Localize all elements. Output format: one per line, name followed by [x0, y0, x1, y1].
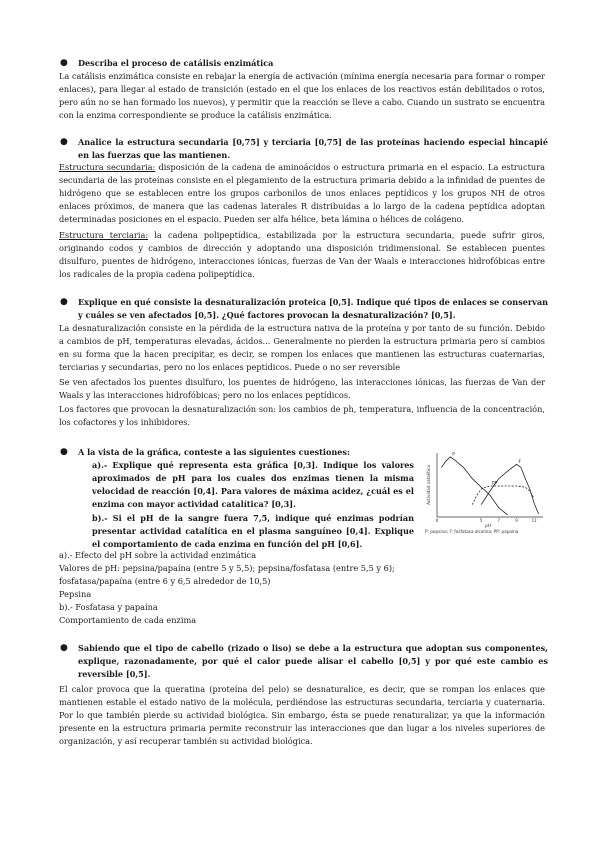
x-tick-label-1: 5: [479, 518, 483, 523]
question-4b: b).- Si el pH de la sangre fuera 7,5, indique qué enzimas podrían presentar actividad catalítica en el plasma sanguíneo [0,4]. Explique el comportamiento de cada enzima en función del pH [0,6].: [92, 513, 414, 549]
bullet-1: ●: [60, 58, 68, 68]
answer-4-line-5: b).- Fosfatasa y papaína: [59, 602, 158, 612]
bullet-4: ●: [60, 447, 68, 457]
answer-4-line-4: Pepsina: [59, 589, 92, 599]
question-2: Analice la estructura secundaria [0,75] y terciaria [0,75] de las proteínas haciendo especial hincapié en las fuerzas que las mantienen.: [78, 137, 548, 160]
answer-1: La catálisis enzimática consiste en rebajar la energía de activación (mínima energía necesaria para formar o romper enlaces), para llegar al estado de transición (estado en el que los enlaces de los reactivos están debilitados o rotos, pero aún no se han formado los nuevos), y permitir que la reacción se lleve a cabo. Cuando un sustrato se encuentra con la enzima correspondiente se produce la catálisis enzimática.: [59, 71, 545, 120]
bullet-2: ●: [60, 137, 68, 147]
tertiary-structure-text: la cadena polipeptídica, estabilizada por la estructura secundaria, puede sufrir giros, originando codos y cambios de dirección y adoptando una disposición tridimensional. Se establecen puentes disulfuro, puentes de hidrógeno, interacciones iónicas, fuerzas de Van der Waals e interacciones hidrofóbicas entre los radicales de la propia cadena polipeptídica.: [59, 230, 545, 279]
series-label-p: P: [452, 452, 455, 458]
x-tick-label-2: 7: [497, 518, 501, 523]
answer-4-line-2: Valores de pH: pepsina/papaína (entre 5 y 5,5); pepsina/fosfatasa (entre 5,5 y 6);: [59, 563, 395, 573]
ph-activity-chart: [425, 445, 549, 537]
answer-3-p3: Los factores que provocan la desnaturalización son: los cambios de ph, temperatura, influencia de la concentración, los cofactores y los inhibidores.: [59, 404, 545, 427]
question-3: Explique en qué consiste la desnaturalización proteica [0,5]. Indique qué tipos de enlaces se conservan y cuáles se ven afectados [0,5]. ¿Qué factores provocan la desnaturalización? [0,5].: [78, 297, 548, 320]
x-tick-label-4: 11: [531, 518, 537, 523]
x-axis-label: pH: [485, 524, 492, 529]
x-tick-label-3: 9: [515, 518, 518, 523]
series-label-pp: PP: [492, 481, 498, 487]
y-axis-label: Actividad catalítica: [426, 465, 431, 505]
bullet-3: ●: [60, 297, 68, 307]
secondary-structure-label: Estructura secundaria:: [59, 162, 156, 172]
answer-4-line-1: a).- Efecto del pH sobre la actividad enzimática: [59, 550, 257, 560]
x-tick-label-0: 0: [435, 518, 439, 523]
series-label-f: F: [518, 459, 522, 465]
secondary-structure-text: disposición de la cadena de aminoácidos o estructura primaria en el espacio. La estructura secundaria de las proteínas consiste en el plegamiento de la estructura primaria debido a la infinidad de puentes de hidrógeno que se establecen entre los grupos carbonilos de unos enlaces peptídicos y los grupos NH de otros enlaces próximos, de manera que las cadenas laterales R distribuidas a lo largo de la cadena peptídica adoptan determinadas posiciones en el espacio. Pueden ser alfa hélice, beta lámina o hélices de colágeno.: [59, 162, 545, 224]
answer-4-line-6: Comportamiento de cada enzima: [59, 615, 197, 625]
answer-5: El calor provoca que la queratina (proteína del pelo) se desnaturalice, es decir, que se rompan los enlaces que mantienen estable el estado nativo de la molécula, perdiéndose las estructuras secundaria, terciaria y cuaternaria. Por lo que también pierde su actividad biológica. Sin embargo, ésta se puede renaturalizar, ya que la información presente en la estructura primaria permite reconstruir las interacciones que dan lugar a los niveles superiores de organización, y así recuperar también su actividad biológica.: [59, 684, 545, 746]
answer-3-p2: Se ven afectados los puentes disulfuro, los puentes de hidrógeno, las interacciones iónicas, las fuerzas de Van der Waals y las interacciones hidrofóbicas; pero no los enlaces peptídicos.: [59, 377, 545, 400]
question-4: A la vista de la gráfica, conteste a las siguientes cuestiones:: [78, 447, 350, 457]
tertiary-structure-label: Estructura terciaria:: [59, 230, 149, 240]
bullet-5: ●: [60, 643, 68, 653]
question-5: Sabiendo que el tipo de cabello (rizado o liso) se debe a la estructura que adoptan sus componentes, explique, razonadamente, por qué el calor puede alisar el cabello [0,5] y por qué este cambio es reversible [0,5].: [78, 643, 548, 679]
answer-2-secondary: [59, 161, 545, 226]
answer-2-tertiary: [59, 229, 545, 281]
question-4a: a).- Explique qué representa esta gráfica [0,3]. Indique los valores aproximados de pH para los cuales dos enzimas tienen la misma velocidad de reacción [0,4]. Para valores de máxima acidez, ¿cuál es el enzima con mayor actividad catalítica? [0,3].: [92, 460, 414, 509]
answer-4-line-3: fosfatasa/papaína (entre 6 y 6,5 alrededor de 10,5): [59, 576, 271, 586]
question-1: Describa el proceso de catálisis enzimática: [78, 58, 274, 68]
chart-caption: P: pepsina; F: fosfatasa alcalina; PP: papaína: [425, 529, 519, 534]
answer-3-p1: La desnaturalización consiste en la pérdida de la estructura nativa de la proteína y por tanto de su función. Debido a cambios de pH, temperaturas elevadas, ácidos... Generalmente no pierden la estructura primaria pero sí cambios en su forma que la hacen precipitar, es decir, se rompen los enlaces que mantienen las estructuras cuaternarias, terciarias y secundarias, pero no los enlaces peptídicos. Puede o no ser reversible: [59, 323, 545, 372]
